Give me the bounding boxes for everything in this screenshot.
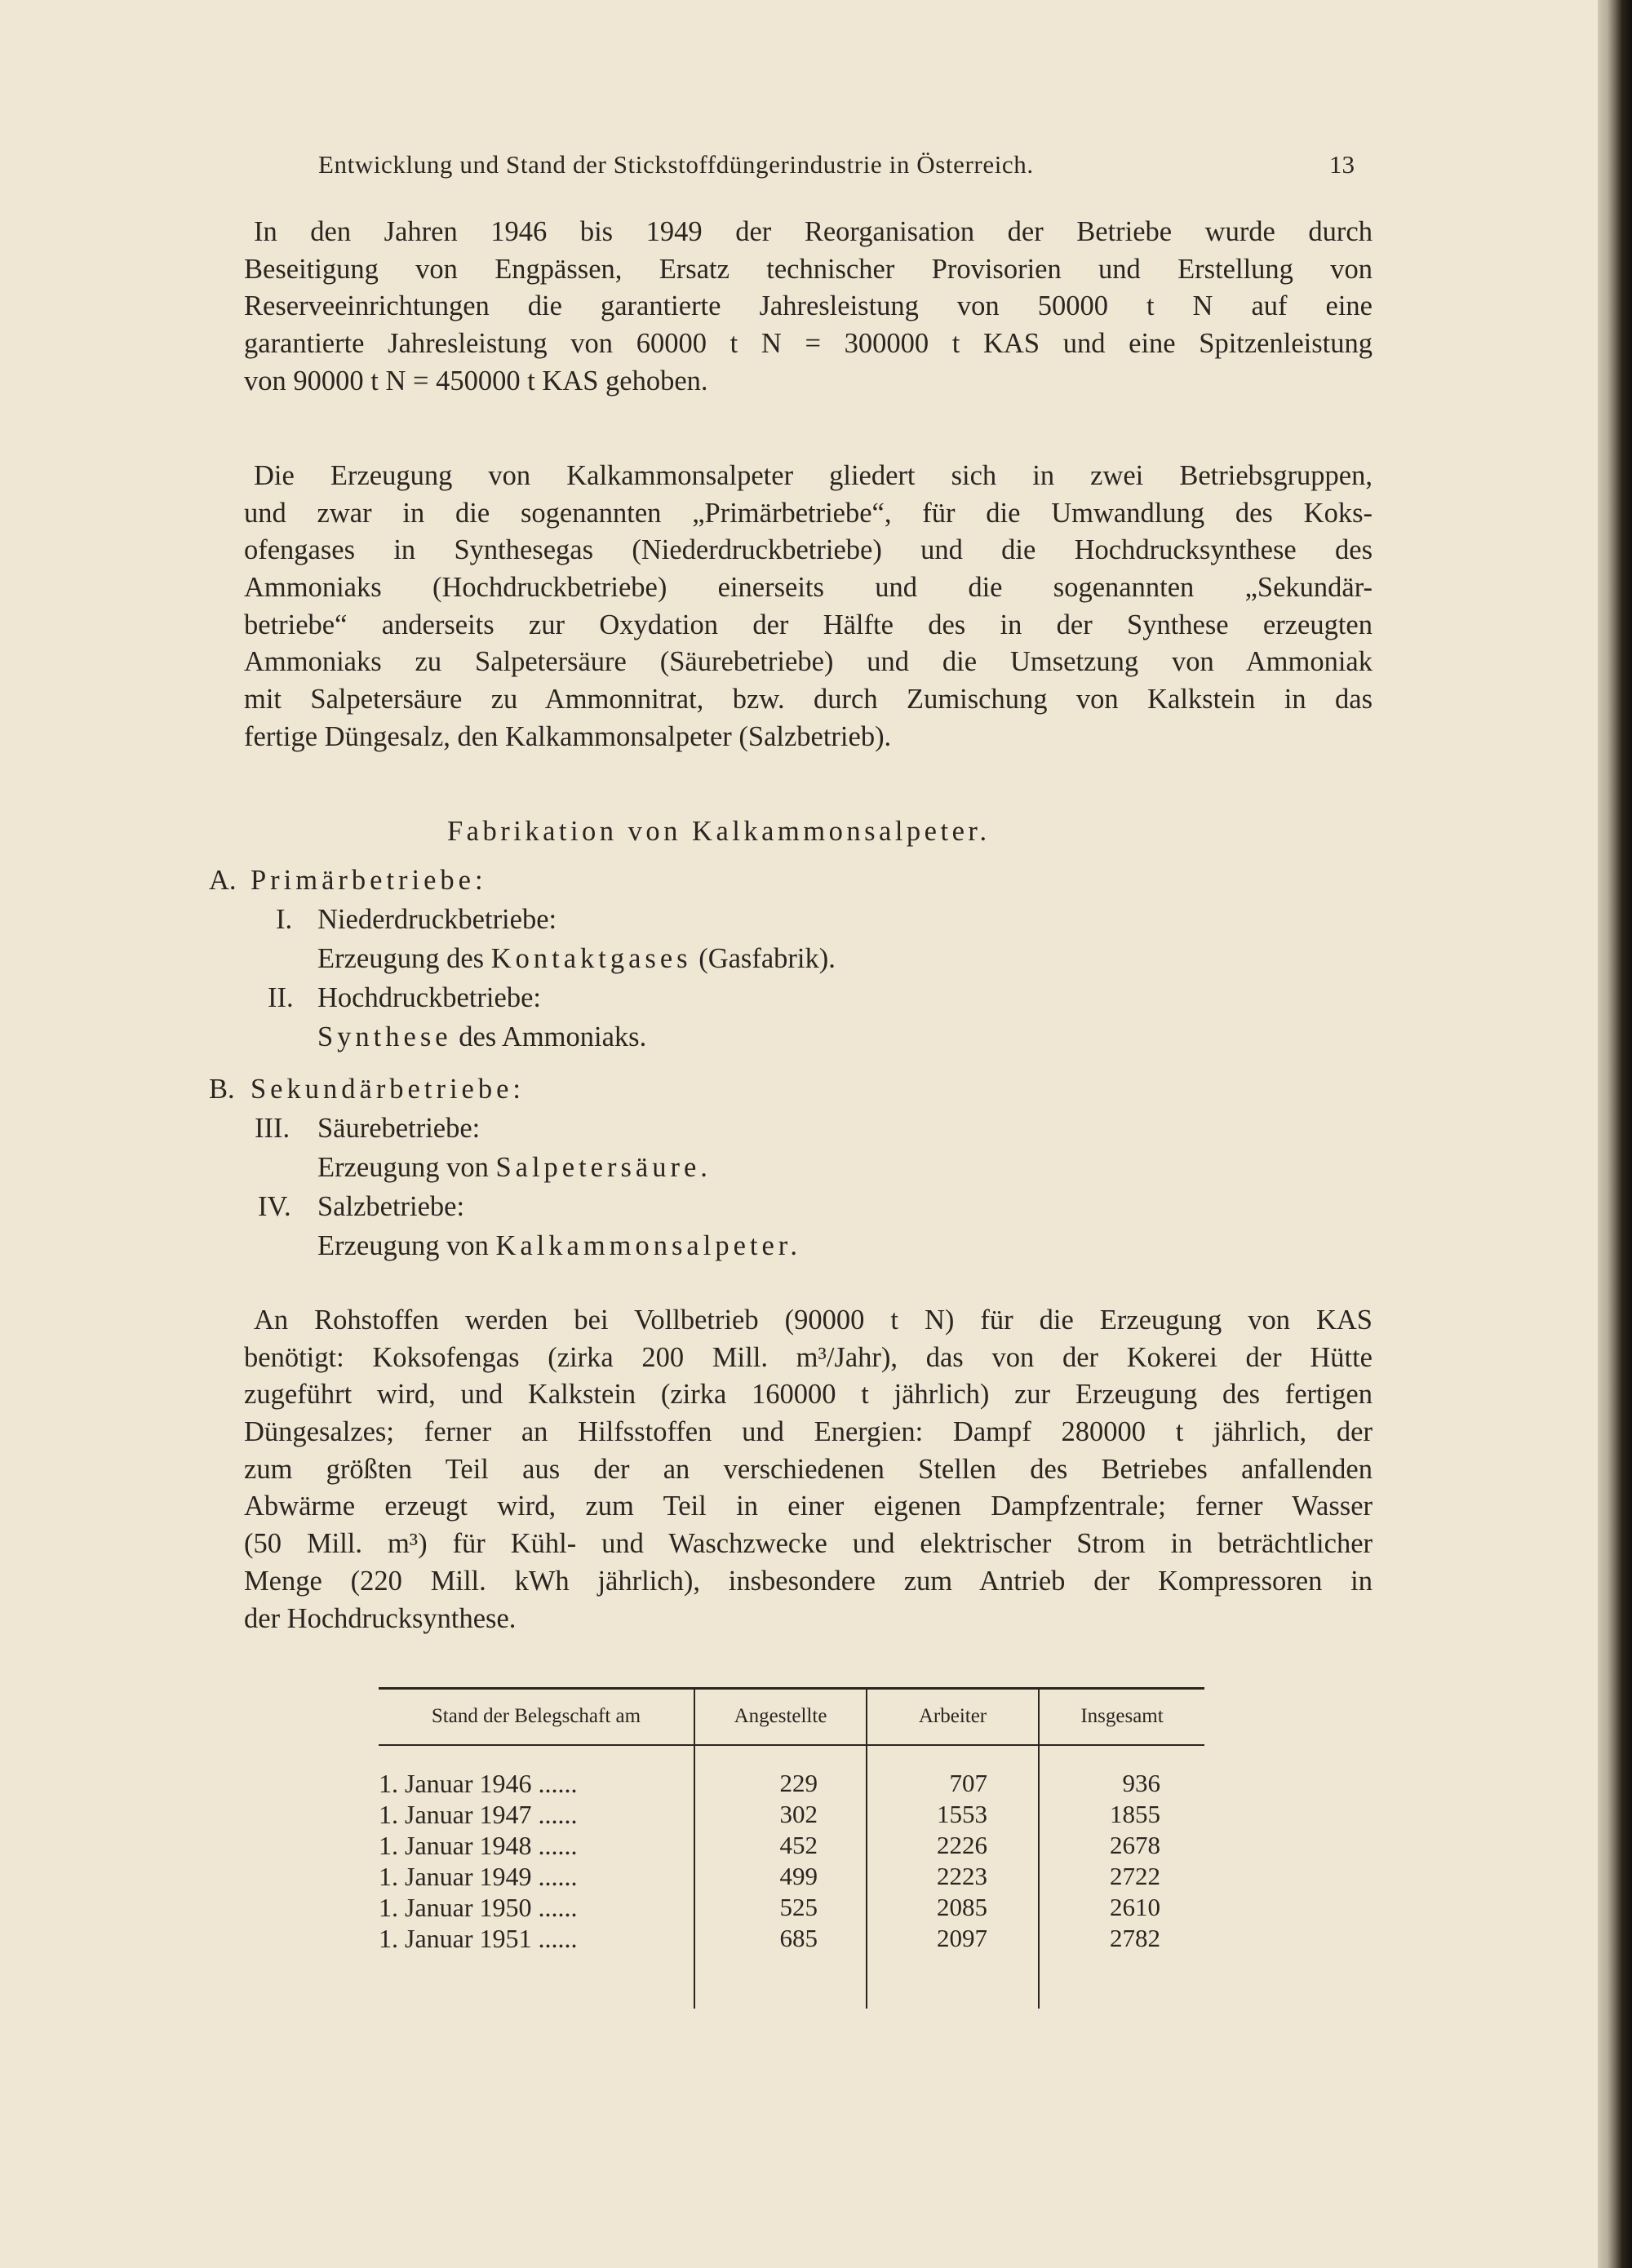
text-line: Düngesalzes; ferner an Hilfsstoffen und Energien: Dampf 280000 t jährlich, der <box>244 1416 1373 1448</box>
text-line: Die Erzeugung von Kalkammonsalpeter gliedert sich in zwei Betriebsgruppen, <box>254 460 1373 491</box>
text-line: In den Jahren 1946 bis 1949 der Reorganisation der Betriebe wurde durch <box>254 216 1373 247</box>
text-line: ofengases in Synthesegas (Niederdruckbetriebe) und die Hochdrucksynthese des <box>244 534 1373 566</box>
text-line: Menge (220 Mill. kWh jährlich), insbesondere zum Antrieb der Kompressoren in <box>244 1565 1373 1597</box>
text-line: Abwärme erzeugt wird, zum Teil in einer eigenen Dampfzentrale; ferner Wasser <box>244 1491 1373 1522</box>
cell-angestellte: 452 <box>779 1831 818 1859</box>
cell-arbeiter: 707 <box>949 1769 987 1797</box>
text-line: Beseitigung von Engpässen, Ersatz technischer Provisorien und Erstellung von <box>244 253 1373 285</box>
text-run: Kontaktgases <box>490 943 692 974</box>
cell-angestellte: 302 <box>779 1800 818 1828</box>
text-line: (50 Mill. m³) für Kühl- und Waschzwecke und elektrischer Strom in beträchtlicher <box>244 1528 1373 1560</box>
text-run: Erzeugung des <box>317 943 485 974</box>
text-line: garantierte Jahresleistung von 60000 t N = 300000 t KAS und eine Spitzenleistung <box>244 328 1373 360</box>
cell-insgesamt: 2722 <box>1110 1862 1160 1890</box>
paragraph-reorganisation <box>244 214 1373 400</box>
text-line: und zwar in die sogenannten „Primärbetriebe“, für die Umwandlung des Koks- <box>244 497 1373 529</box>
text-line: zugeführt wird, und Kalkstein (zirka 160000 t jährlich) zur Erzeugung des fertigen <box>244 1379 1373 1411</box>
text-run: Erzeugung von <box>317 1152 489 1183</box>
outline-description <box>317 1021 646 1053</box>
text-run: Kalkammonsalpeter. <box>495 1230 801 1261</box>
running-head-title: Entwicklung und Stand der Stickstoffdüngerindustrie in Österreich. <box>318 150 1034 179</box>
page-number: 13 <box>1329 150 1355 179</box>
row-date: 1. Januar 1951 ...... <box>379 1924 578 1953</box>
text-line: mit Salpetersäure zu Ammonnitrat, bzw. durch Zumischung von Kalkstein in das <box>244 684 1373 715</box>
outline-label: A. <box>209 865 237 896</box>
paragraph-betriebsgruppen <box>244 458 1373 756</box>
outline-number: III. <box>255 1113 290 1144</box>
text-line: Reserveeinrichtungen die garantierte Jahresleistung von 50000 t N auf eine <box>244 290 1373 322</box>
outline-subheading: Niederdruckbetriebe: <box>317 904 557 935</box>
column-header: Arbeiter <box>918 1705 987 1727</box>
section-title: Fabrikation von Kalkammonsalpeter. <box>447 816 991 847</box>
column-header: Angestellte <box>734 1705 827 1727</box>
cell-angestellte: 685 <box>779 1924 818 1952</box>
cell-angestellte: 525 <box>779 1893 818 1921</box>
cell-arbeiter: 1553 <box>937 1800 987 1828</box>
paragraph-rohstoffe <box>244 1302 1373 1637</box>
text-run: Salpetersäure. <box>495 1152 712 1183</box>
cell-insgesamt: 1855 <box>1110 1800 1160 1828</box>
cell-angestellte: 499 <box>779 1862 818 1890</box>
text-line: der Hochdrucksynthese. <box>244 1602 517 1634</box>
column-header: Stand der Belegschaft am <box>431 1705 641 1727</box>
text-line: Ammoniaks (Hochdruckbetriebe) einerseits und die sogenannten „Sekundär- <box>244 572 1373 604</box>
column-rule <box>866 1746 867 2009</box>
cell-arbeiter: 2223 <box>937 1862 987 1890</box>
outline-heading: Sekundärbetriebe: <box>251 1074 525 1105</box>
column-header: Insgesamt <box>1080 1705 1164 1727</box>
row-date: 1. Januar 1948 ...... <box>379 1831 578 1860</box>
column-rule <box>1038 1746 1040 2009</box>
cell-arbeiter: 2226 <box>937 1831 987 1859</box>
row-date: 1. Januar 1950 ...... <box>379 1893 578 1922</box>
row-date: 1. Januar 1949 ...... <box>379 1862 578 1891</box>
text-line: betriebe“ anderseits zur Oxydation der Hälfte des in der Synthese erzeugten <box>244 609 1373 640</box>
book-edge <box>1598 0 1632 2268</box>
text-line: benötigt: Koksofengas (zirka 200 Mill. m³/Jahr), das von der Kokerei der Hütte <box>244 1341 1373 1373</box>
outline-number: II. <box>268 982 294 1013</box>
cell-insgesamt: 2782 <box>1110 1924 1160 1952</box>
outline-description <box>317 1230 801 1262</box>
text-line: von 90000 t N = 450000 t KAS gehoben. <box>244 365 708 396</box>
text-run: des Ammoniaks. <box>459 1021 647 1052</box>
cell-insgesamt: 2678 <box>1110 1831 1160 1859</box>
text-line: fertige Düngesalz, den Kalkammonsalpeter (Salzbetrieb). <box>244 720 892 752</box>
table-header-rule <box>379 1744 1204 1746</box>
outline-subheading: Hochdruckbetriebe: <box>317 982 541 1013</box>
text-run: (Gasfabrik). <box>698 943 836 974</box>
text-run: Erzeugung von <box>317 1230 489 1261</box>
outline-number: I. <box>276 904 293 935</box>
outline-description <box>317 1152 712 1184</box>
text-line: Ammoniaks zu Salpetersäure (Säurebetriebe) und die Umsetzung von Ammoniak <box>244 646 1373 678</box>
table-top-rule <box>379 1687 1204 1690</box>
text-line: zum größten Teil aus der an verschiedenen Stellen des Betriebes anfallenden <box>244 1453 1373 1485</box>
text-line: An Rohstoffen werden bei Vollbetrieb (90000 t N) für die Erzeugung von KAS <box>254 1305 1373 1336</box>
column-rule <box>694 1746 695 2009</box>
row-date: 1. Januar 1946 ...... <box>379 1769 578 1798</box>
outline-subheading: Säurebetriebe: <box>317 1113 481 1144</box>
outline-description <box>317 943 836 975</box>
cell-arbeiter: 2097 <box>937 1924 987 1952</box>
cell-arbeiter: 2085 <box>937 1893 987 1921</box>
cell-insgesamt: 2610 <box>1110 1893 1160 1921</box>
outline-heading: Primärbetriebe: <box>251 865 487 896</box>
row-date: 1. Januar 1947 ...... <box>379 1800 578 1829</box>
cell-insgesamt: 936 <box>1122 1769 1160 1797</box>
outline-number: IV. <box>258 1191 291 1222</box>
outline-subheading: Salzbetriebe: <box>317 1191 465 1222</box>
cell-angestellte: 229 <box>779 1769 818 1797</box>
text-run: Synthese <box>317 1021 452 1052</box>
outline-label: B. <box>209 1074 235 1105</box>
